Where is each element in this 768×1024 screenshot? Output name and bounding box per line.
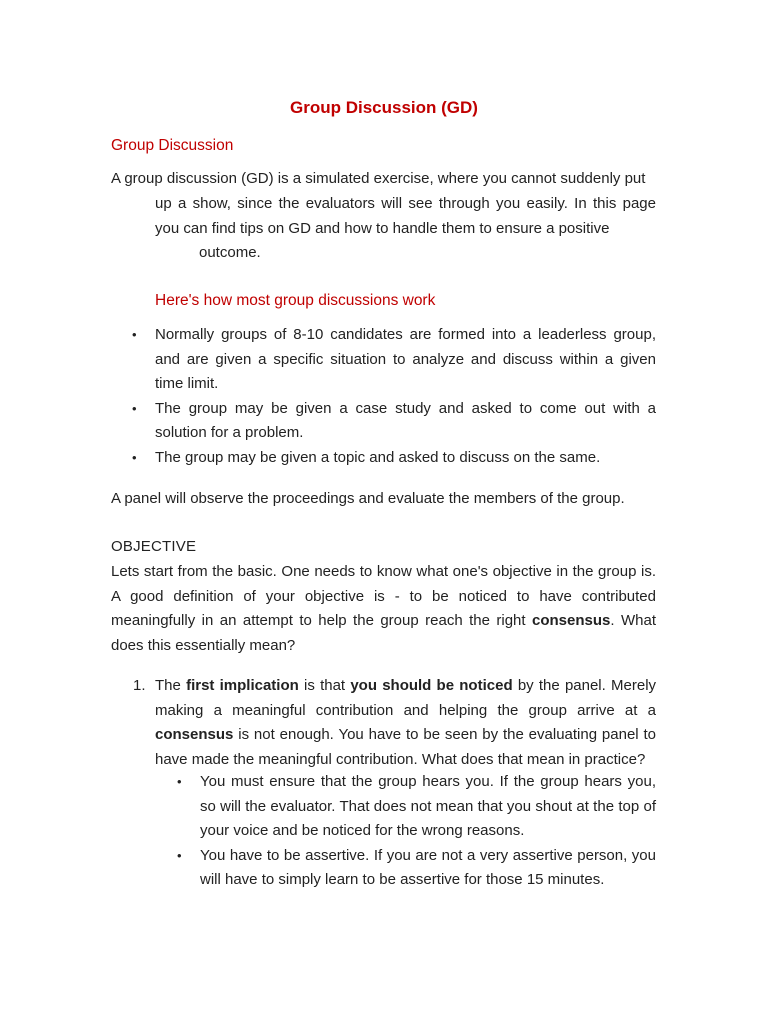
bullet-icon: •	[132, 449, 137, 465]
list-item	[132, 323, 656, 397]
list-item-text: You have to be assertive. If you are not a very assertive person, you will have to simply learn to be assertive for those 15 minutes.	[200, 846, 656, 888]
list-item-text: The group may be given a topic and asked to discuss on the same.	[155, 448, 601, 466]
bullet-icon: •	[132, 327, 137, 342]
section-heading: Group Discussion	[111, 137, 234, 154]
how-bullet-list	[132, 323, 656, 470]
list-item-text: The group may be given a case study and asked to come out with a solution for a problem.	[155, 399, 656, 441]
list-item	[132, 397, 656, 446]
document-title: Group Discussion (GD)	[290, 98, 478, 117]
numbered-text-part-3: by the panel. Merely making a meaningful contribution and helping the group arrive at a	[155, 677, 657, 719]
numbered-item-text	[155, 674, 656, 772]
numbered-text-part-2: is that	[304, 677, 346, 694]
objective-text-after: . What does this essentially mean?	[111, 612, 656, 654]
numbered-bold-2: you should be noticed	[350, 677, 513, 694]
bullet-icon: •	[132, 400, 137, 416]
objective-paragraph	[111, 560, 656, 658]
objective-bold-word: consensus	[532, 612, 611, 629]
list-item	[177, 844, 656, 893]
list-item-text: Normally groups of 8-10 candidates are formed into a leaderless group, and are given a specific situation to analyze and discuss within a given time limit.	[155, 326, 656, 392]
bullet-icon: •	[177, 774, 182, 789]
list-item-text: You must ensure that the group hears you. If the group hears you, so will the evaluator. That does not mean that you shout at the top of your voice and be noticed for the wrong reasons.	[200, 773, 656, 839]
numbered-text-part-1: The	[155, 677, 181, 694]
list-item	[177, 770, 656, 844]
sub-bullet-list	[177, 770, 656, 893]
numbered-text-part-4: is not enough. You have to be seen by the evaluating panel to have made the meaningful contribution. What does that mean in practice?	[155, 726, 656, 768]
how-heading: Here's how most group discussions work	[155, 292, 436, 309]
numbered-item-marker: 1.	[133, 677, 146, 694]
list-item	[132, 446, 656, 471]
objective-label: OBJECTIVE	[111, 538, 197, 555]
numbered-bold-3: consensus	[155, 726, 234, 743]
intro-line-1: A group discussion (GD) is a simulated exercise, where you cannot suddenly put	[111, 170, 646, 187]
intro-lines-2-3: up a show, since the evaluators will see through you easily. In this page you can find tips on GD and how to handle them to ensure a positive	[155, 195, 656, 237]
bullet-icon: •	[177, 847, 182, 863]
intro-line-4: outcome.	[199, 244, 261, 261]
numbered-bold-1: first implication	[186, 677, 299, 694]
objective-text-before: Lets start from the basic. One needs to know what one's objective in the group is. A good definition of your objective is - to be noticed to have contributed meaningfully in an attempt to help the group reach the right	[111, 563, 656, 629]
panel-paragraph: A panel will observe the proceedings and evaluate the members of the group.	[111, 490, 625, 507]
